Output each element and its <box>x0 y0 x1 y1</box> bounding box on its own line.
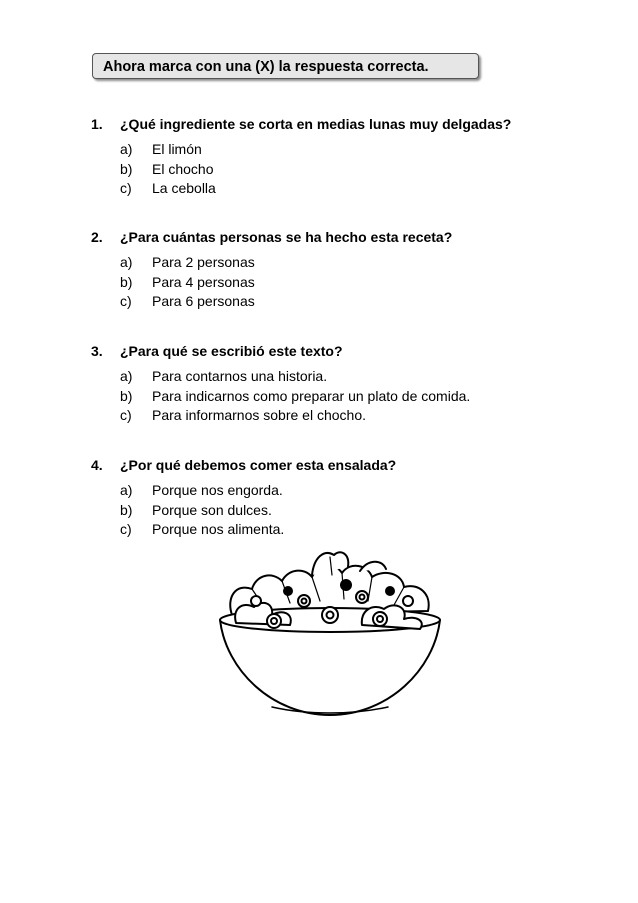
option-letter: b) <box>120 387 133 404</box>
question-1 <box>91 114 571 199</box>
option-text: Para indicarnos como preparar un plato de comida. <box>152 387 471 404</box>
option-text: Para 2 personas <box>152 254 255 270</box>
answer-option[interactable] <box>120 367 571 387</box>
answer-option[interactable] <box>120 387 571 407</box>
option-letter: c) <box>120 407 132 423</box>
option-text: El limón <box>152 141 202 157</box>
answer-option[interactable] <box>120 501 571 521</box>
question-text: ¿Para cuántas personas se ha hecho esta receta? <box>120 229 453 245</box>
option-letter: c) <box>120 293 132 309</box>
option-letter: b) <box>120 501 133 518</box>
answer-option[interactable] <box>120 160 571 180</box>
question-number: 2. <box>91 229 103 245</box>
option-letter: a) <box>120 254 133 270</box>
option-text: Para informarnos sobre el chocho. <box>152 407 366 423</box>
option-letter: c) <box>120 180 132 196</box>
option-letter: b) <box>120 160 133 177</box>
answer-option[interactable] <box>120 481 571 501</box>
option-letter: c) <box>120 521 132 537</box>
answer-option[interactable] <box>120 140 571 160</box>
question-heading <box>91 341 571 361</box>
question-number: 1. <box>91 116 103 132</box>
question-text: ¿Para qué se escribió este texto? <box>120 343 343 359</box>
question-heading <box>91 227 571 247</box>
question-heading <box>91 114 571 134</box>
question-number: 4. <box>91 457 103 473</box>
option-letter: b) <box>120 273 133 290</box>
answer-option[interactable] <box>120 520 571 540</box>
question-text: ¿Por qué debemos comer esta ensalada? <box>120 457 397 473</box>
option-text: La cebolla <box>152 180 216 196</box>
option-text: Para contarnos una historia. <box>152 368 328 384</box>
answer-option[interactable] <box>120 253 571 273</box>
option-text: Para 4 personas <box>152 273 255 290</box>
salad-bowl-icon <box>212 545 447 720</box>
question-text: ¿Qué ingrediente se corta en medias lunas muy delgadas? <box>120 116 512 132</box>
question-4 <box>91 455 571 540</box>
option-letter: a) <box>120 368 133 384</box>
instruction-banner: Ahora marca con una (X) la respuesta correcta. <box>92 53 479 79</box>
answer-option[interactable] <box>120 273 571 293</box>
option-text: El chocho <box>152 160 214 177</box>
question-number: 3. <box>91 343 103 359</box>
answer-option[interactable] <box>120 406 571 426</box>
question-heading <box>91 455 571 475</box>
question-2 <box>91 227 571 312</box>
option-text: Porque nos alimenta. <box>152 521 285 537</box>
question-3 <box>91 341 571 426</box>
option-letter: a) <box>120 482 133 498</box>
option-letter: a) <box>120 141 133 157</box>
answer-option[interactable] <box>120 179 571 199</box>
answer-option[interactable] <box>120 292 571 312</box>
option-text: Porque nos engorda. <box>152 482 283 498</box>
option-text: Porque son dulces. <box>152 501 272 518</box>
option-text: Para 6 personas <box>152 293 255 309</box>
